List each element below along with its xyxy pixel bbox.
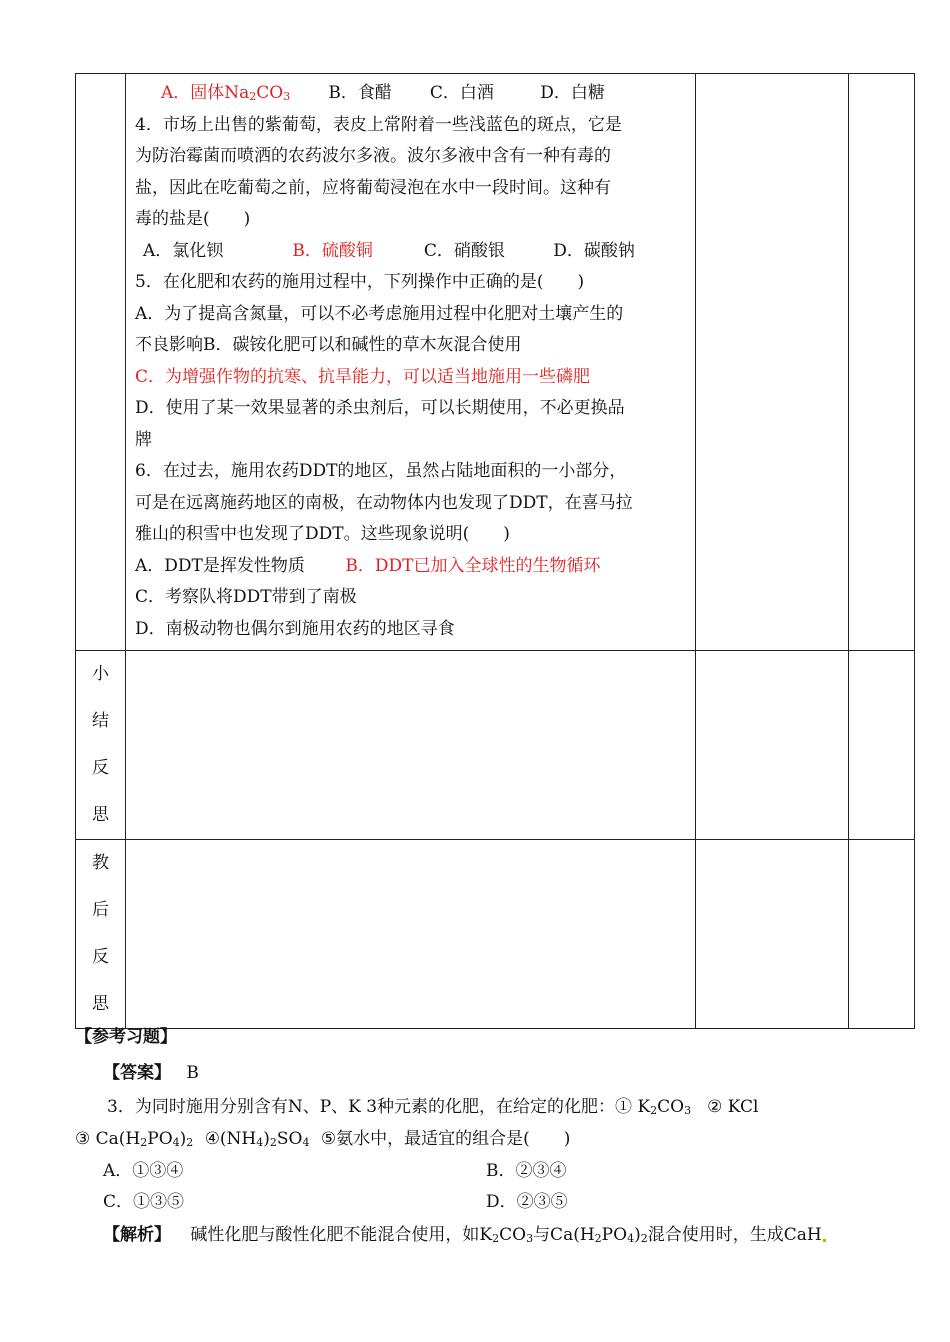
q4-option-a: A．氯化钡 — [143, 240, 224, 261]
q6-line-3: 雅山的积雪中也发现了DDT。这些现象说明( ) — [135, 524, 510, 544]
reflection-blank-2 — [849, 840, 915, 1029]
q6-line-2: 可是在远离施药地区的南极，在动物体内也发现了DDT，在喜马拉 — [135, 492, 633, 513]
answer-line — [103, 1058, 199, 1083]
q6-option-d: D．南极动物也偶尔到施用农药的地区寻食 — [135, 618, 455, 639]
scan-mark-icon — [823, 1239, 826, 1242]
q4-option-b: B．硫酸铜 — [292, 240, 373, 261]
ref-q3-line-1: 3．为同时施用分别含有N、P、K 3种元素的化肥，在给定的化肥：① $K_2CO_3$ ② KCl — [107, 1097, 759, 1117]
q5-option-c: C．为增强作物的抗寒、抗旱能力，可以适当地施用一些磷肥 — [135, 366, 591, 387]
blank-cell-1 — [696, 74, 849, 651]
q4-option-d: D．碳酸钠 — [553, 240, 635, 261]
q3-options — [135, 78, 695, 110]
left-label-cell — [76, 74, 126, 651]
reflection-label: 教 后 反 思 — [76, 840, 126, 1029]
summary-label: 小 结 反 思 — [76, 651, 126, 840]
ref-q3-line-2: ③ $Ca(H_2PO_4)_2$ $④(NH_4)_2SO_4$ ⑤氨水中，最适宜的组合是( ) — [75, 1129, 571, 1149]
reflection-content — [126, 840, 696, 1029]
q6-option-a: A．DDT是挥发性物质 — [135, 555, 305, 576]
q6-option-c: C．考察队将DDT带到了南极 — [135, 587, 357, 607]
q3-option-b: B．食醋 — [328, 83, 392, 103]
q4-line-1: 4．市场上出售的紫葡萄，表皮上常附着一些浅蓝色的斑点，它是 — [135, 114, 622, 135]
q4-line-4: 毒的盐是( ) — [135, 209, 251, 229]
q4-options — [135, 236, 695, 268]
summary-blank-1 — [696, 651, 849, 840]
q6-option-b: B．DDT已加入全球性的生物循环 — [345, 555, 601, 576]
analysis-line: 【解析】 碱性化肥与酸性化肥不能混合使用，如$K_2CO_3$与$Ca(H_2PO_4)_2$混合使用时，生成CaH — [103, 1220, 827, 1245]
q4-line-2: 为防治霉菌而喷洒的农药波尔多液。波尔多液中含有一种有毒的 — [135, 146, 611, 166]
answer-label: 【答案】 — [103, 1063, 171, 1083]
q5-stem: 5．在化肥和农药的施用过程中，下列操作中正确的是( ) — [135, 272, 585, 292]
exercise-cell — [126, 74, 696, 651]
q3-option-c: C．白酒 — [429, 83, 494, 103]
q4-line-3: 盐，因此在吃葡萄之前，应将葡萄浸泡在水中一段时间。这种有 — [135, 177, 611, 198]
q3-option-d: D．白糖 — [540, 83, 605, 103]
summary-blank-2 — [849, 651, 915, 840]
q4-option-c: C．硝酸银 — [423, 240, 505, 261]
answer-value: B — [186, 1063, 199, 1083]
blank-cell-2 — [849, 74, 915, 651]
analysis-label: 【解析】 — [103, 1225, 171, 1245]
reference-heading: 【参考习题】 — [75, 1027, 177, 1047]
ref-option-d: D．②③⑤ — [486, 1192, 568, 1212]
q5-option-a-line-1: A．为了提高含氮量，可以不必考虑施用过程中化肥对土壤产生的 — [135, 303, 624, 324]
summary-content — [126, 651, 696, 840]
ref-option-c: C．①③⑤ — [103, 1192, 185, 1212]
ref-option-a: A．①③④ — [103, 1161, 184, 1181]
q3-option-a: A．固体$Na_2CO_3$ — [161, 83, 291, 103]
q6-line-1: 6．在过去，施用农药DDT的地区，虽然占陆地面积的一小部分， — [135, 461, 627, 481]
q5-option-d-line-2: 牌 — [135, 429, 152, 450]
q5-option-a-line-2: 不良影响B．碳铵化肥可以和碱性的草木灰混合使用 — [135, 335, 522, 355]
q5-option-d-line-1: D．使用了某一效果显著的杀虫剂后，可以长期使用，不必更换品 — [135, 398, 625, 418]
q6-options-ab — [135, 551, 695, 583]
lesson-table — [75, 73, 915, 1029]
reflection-blank-1 — [696, 840, 849, 1029]
ref-option-b: B．②③④ — [486, 1161, 567, 1181]
